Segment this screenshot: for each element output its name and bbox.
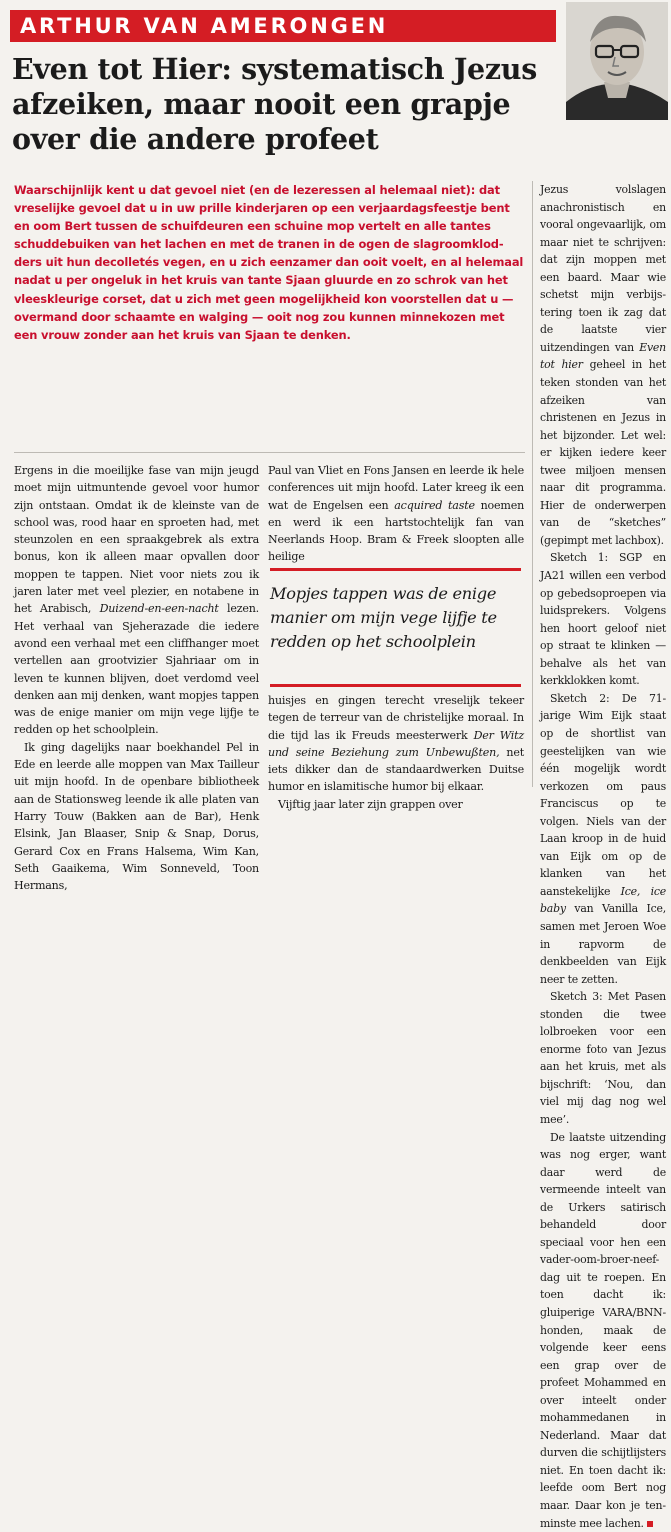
body-paragraph (268, 692, 524, 796)
lead-paragraph: Waarschijnlijk kent u dat gevoel niet (en de lezeressen al helemaal niet): dat vreselijke gevoel dat u in uw prille kinderjaren op een verjaardagsfeestje bent en oom Bert tussen de schuifdeuren een schuine mop vertelt en alle tantes schuddebuiken van het lachen en met de tranen in de ogen de slagroomklodders uit hun decolletés vegen, en u zich eenzamer dan ooit voelt, en al helemaal nadat u per ongeluk in het kruis van tante Sjaan gluurde en zo schrok van het vleeskleurige corset, dat u zich met geen mogelijkheid kon voorstellen dat u — overmand door schaamte en walging — ooit nog zou kunnen minnekozen met een vrouw zonder aan het kruis van Sjaan te denken. (14, 183, 524, 342)
program-title: Even tot hier (540, 340, 666, 372)
article-column-1 (14, 462, 259, 894)
body-paragraph: Sketch 1: SGP en JA21 willen een verbod op gebedsoproepen via luidsprekers. Volgens hen hoort geloof niet op straat te klinken — behalve als het van kerkklokken komt. (540, 551, 666, 688)
body-text: Paul van Vliet en Fons Jansen en leerde ik hele conferences uit mijn hoofd. Later kreeg ik een wat de Engelsen een (268, 464, 524, 512)
body-paragraph (14, 462, 259, 739)
body-text: net iets dikker dan de standaardwerken Duitse humor en islamitische humor bij elkaar. (268, 745, 524, 794)
article-column-2-bottom (268, 692, 524, 813)
body-paragraph: Ik ging dagelijks naar boekhandel Pel in Ede en leerde alle moppen van Max Tailleur uit mijn hoofd. In de openbare bibliotheek aan de Stationsweg leende ik alle platen van Harry Touw (Bakken aan de Bar), Henk Elsink, Jan Blaaser, Snip & Snap, Dorus, Gerard Cox en Frans Halsema, Wim Kan, Seth Gaaikema, Wim Sonneveld, Toon Hermans, (14, 740, 259, 893)
pullquote-rule-bottom (270, 684, 521, 687)
lead-divider (14, 452, 525, 453)
body-text: noemen en werd ik een hartstochtelijk fan van Neerlands Hoop. Bram & Freek sloopten alle heilige (268, 498, 525, 564)
article-column-3 (540, 181, 666, 1532)
body-text: Jezus volslagen anachronistisch en vooral ongevaarlijk, om maar niet te schrijven: dat zijn moppen met een baard. Maar wie schetst mijn verbijstering toen ik zag dat de laatste vier uitzendingen van (540, 183, 666, 354)
pullquote-rule-top (270, 568, 521, 571)
body-paragraph (540, 690, 666, 988)
book-title: Der Witz und seine Beziehung zum Unbewußten, (268, 728, 525, 759)
body-paragraph (268, 462, 524, 566)
headline: Even tot Hier: systematisch Jezus afzeiken, maar nooit een grapje over die andere profeet (12, 52, 537, 156)
body-text: geheel in het teken stonden van het afzeiken van christenen en Jezus in het bijzonder. Let wel: er kijken iedere keer twee miljoen mensen naar dit programma. Hier de onderwerpen van de “sketches” (gepimpt met lachbox). (540, 358, 666, 547)
author-photo (566, 2, 668, 120)
body-text: huisjes en gingen terecht vreselijk tekeer tegen de terreur van de christelijke moraal. In die tijd las ik Freuds meesterwerk (268, 694, 524, 742)
book-title: Duizend-en-een-nacht (99, 602, 219, 616)
article-column-2-top (268, 462, 524, 566)
body-text: Ergens in die moeilijke fase van mijn jeugd moet mijn uitmuntende gevoel voor humor zijn ontstaan. Omdat ik de kleinste van de school was, rood haar en sproeten had, met steunzolen en een spraakgebrek als extra bonus, kon ik alleen maar opvallen door moppen te tappen. Niet voor niets zou ik jaren later met veel plezier, en notabene in het Arabisch, (14, 464, 259, 616)
body-text: De laatste uitzending was nog erger, want daar werd de vermeende inteelt van de Urkers satirisch behandeld door speciaal voor hen een vader-oom-broer-neef-dag uit te roepen. En toen dacht ik: gluiperige VARA/BNN-honden, maak de volgende keer eens een grap over de profeet Mohammed en over inteelt onder mohammedanen in Nederland. Maar dat durven die schijtlijsters niet. En toen dacht ik: leefde oom Bert nog maar. Daar kon je tenminste mee lachen. (540, 1130, 666, 1530)
body-paragraph (540, 181, 666, 549)
emphasis-text: acquired taste (394, 498, 475, 512)
column-divider (532, 181, 533, 787)
body-paragraph: Sketch 3: Met Pasen stonden die twee lolbroeken voor een enorme foto van Jezus aan het kruis, met als bijschrift: ‘Nou, dan viel mij dag nog wel mee’. (540, 990, 666, 1126)
pullquote: Mopjes tappen was de enige manier om mijn vege lijfje te redden op het schoolplein (270, 584, 497, 651)
body-paragraph: Vijftig jaar later zijn grappen over (278, 797, 463, 811)
author-portrait-image (566, 2, 668, 120)
author-banner: ARTHUR VAN AMERONGEN (10, 10, 556, 42)
body-text: Sketch 2: De 71-jarige Wim Eijk staat op de shortlist van geestelijken van wie één mogelijk wordt verkozen om paus Franciscus op te volgen. Niels van der Laan kroop in de huid van Eijk om op de klanken van het aanstekelijke (540, 691, 666, 898)
body-text: van Vanilla Ice, samen met Jeroen Woe in rapvorm de denkbeelden van Eijk neer te zetten. (540, 902, 666, 986)
end-of-article-mark (647, 1521, 653, 1527)
body-text: lezen. Het verhaal van Sjeherazade die iedere avond een verhaal met een cliffhanger moet vertellen aan grootvizier Sjahriaar om in leven te kunnen blijven, doet verdomd veel denken aan mij denken, want mopjes tappen was de enige manier om mijn vege lijfje te redden op het schoolplein. (14, 602, 260, 737)
body-paragraph (540, 1129, 666, 1532)
song-title: Ice, ice baby (540, 884, 666, 916)
